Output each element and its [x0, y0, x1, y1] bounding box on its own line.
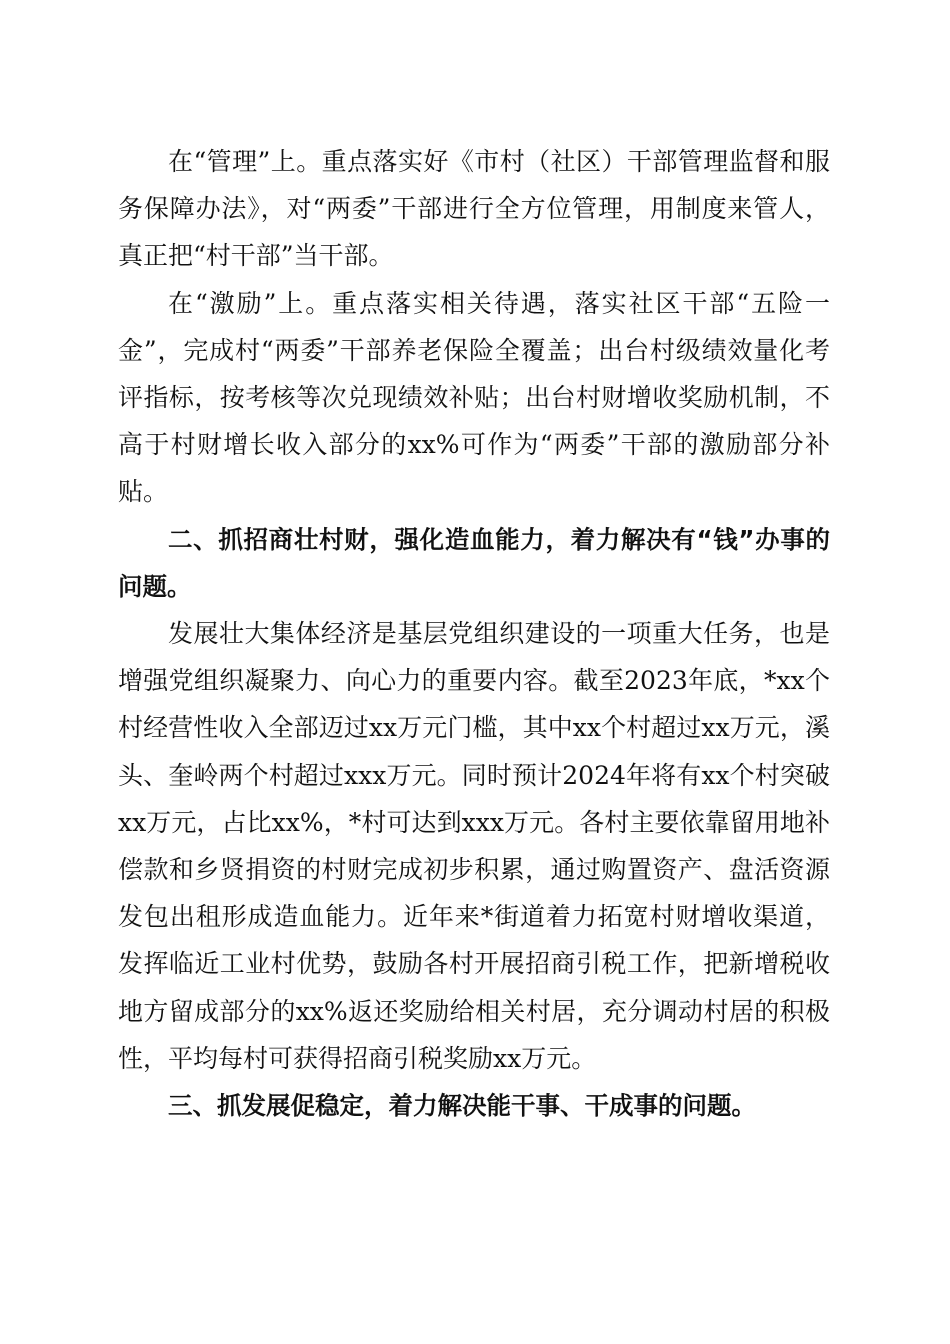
- document-page: [118, 138, 830, 1129]
- paragraph-incentive: 在“激励”上。重点落实相关待遇，落实社区干部“五险一金”，完成村“两委”干部养老保险全覆盖；出台村级绩效量化考评指标，按考核等次兑现绩效补贴；出台村财增收奖励机制，不高于村财增长收入部分的xx%可作为“两委”干部的激励部分补贴。: [118, 288, 830, 507]
- paragraph-management: 在“管理”上。重点落实好《市村（社区）干部管理监督和服务保障办法》，对“两委”干部进行全方位管理，用制度来管人，真正把“村干部”当干部。: [118, 147, 830, 271]
- section-heading-3: 三、抓发展促稳定，着力解决能干事、干成事的问题。: [168, 1091, 756, 1121]
- paragraph-collective-economy: 发展壮大集体经济是基层党组织建设的一项重大任务，也是增强党组织凝聚力、向心力的重要内容。截至2023年底，*xx个村经营性收入全部迈过xx万元门槛，其中xx个村超过xx万元，溪头、奎岭两个村超过xxx万元。同时预计2024年将有xx个村突破xx万元，占比xx%，*村可达到xxx万元。各村主要依靠留用地补偿款和乡贤捐资的村财完成初步积累，通过购置资产、盘活资源发包出租形成造血能力。近年来*街道着力拓宽村财增收渠道，发挥临近工业村优势，鼓励各村开展招商引税工作，把新增税收地方留成部分的xx%返还奖励给相关村居，充分调动村居的积极性，平均每村可获得招商引税奖励xx万元。: [118, 619, 830, 1073]
- section-heading-2: 二、抓招商壮村财，强化造血能力，着力解决有“钱”办事的问题。: [118, 524, 830, 601]
